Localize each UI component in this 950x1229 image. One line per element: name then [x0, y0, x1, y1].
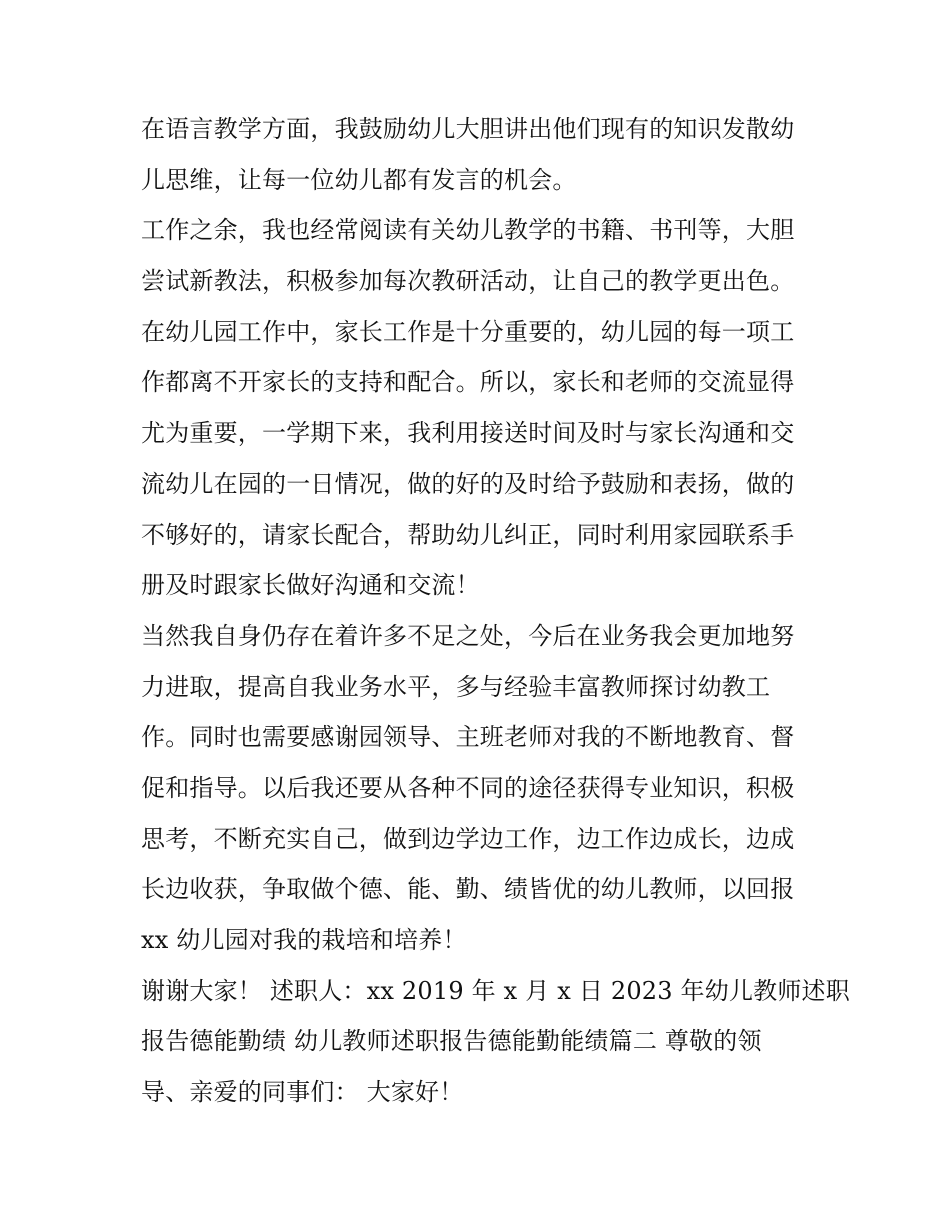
text-line: 长边收获，争取做个德、能、勤、绩皆优的幼儿教师，以回报	[141, 875, 795, 904]
text-line: 作都离不开家长的支持和配合。所以，家长和老师的交流显得	[141, 368, 795, 397]
text-line: 尤为重要，一学期下来，我利用接送时间及时与家长沟通和交	[141, 419, 795, 448]
text-line: 流幼儿在园的一日情况，做的好的及时给予鼓励和表扬，做的	[141, 469, 795, 498]
text-line: 当然我自身仍存在着许多不足之处，今后在业务我会更加地努	[141, 621, 795, 650]
text-line: 思考，不断充实自己，做到边学边工作，边工作边成长，边成	[141, 824, 795, 853]
paragraph	[141, 611, 821, 966]
text-line: 谢谢大家！ 述职人：xx 2019 年 x 月 x 日 2023 年幼儿教师述职	[141, 976, 850, 1005]
text-line: 促和指导。以后我还要从各种不同的途径获得专业知识，积极	[141, 773, 795, 802]
text-line: 在语言教学方面，我鼓励幼儿大胆讲出他们现有的知识发散幼	[141, 115, 795, 143]
text-line: 工作之余，我也经常阅读有关幼儿教学的书籍、书刊等，大胆	[141, 216, 795, 245]
paragraph	[141, 205, 821, 306]
text-line: 导、亲爱的同事们： 大家好！	[141, 1078, 464, 1107]
text-line: 在幼儿园工作中，家长工作是十分重要的，幼儿园的每一项工	[141, 317, 795, 346]
text-line: 不够好的，请家长配合，帮助幼儿纠正，同时利用家园联系手	[141, 520, 795, 549]
text-line: 作。同时也需要感谢园领导、主班老师对我的不断地教育、督	[141, 723, 795, 752]
paragraph	[141, 104, 821, 205]
text-line: xx 幼儿园对我的栽培和培养！	[141, 926, 467, 954]
paragraph	[141, 307, 821, 611]
document-body	[141, 104, 850, 1118]
text-line: 儿思维，让每一位幼儿都有发言的机会。	[141, 165, 577, 194]
text-line: 报告德能勤绩 幼儿教师述职报告德能勤能绩篇二 尊敬的领	[141, 1027, 762, 1056]
text-line: 尝试新教法，积极参加每次教研活动，让自己的教学更出色。	[141, 267, 795, 296]
text-line: 册及时跟家长做好沟通和交流！	[141, 571, 480, 600]
text-line: 力进取，提高自我业务水平，多与经验丰富教师探讨幼教工	[141, 672, 771, 701]
paragraph	[141, 966, 850, 1118]
